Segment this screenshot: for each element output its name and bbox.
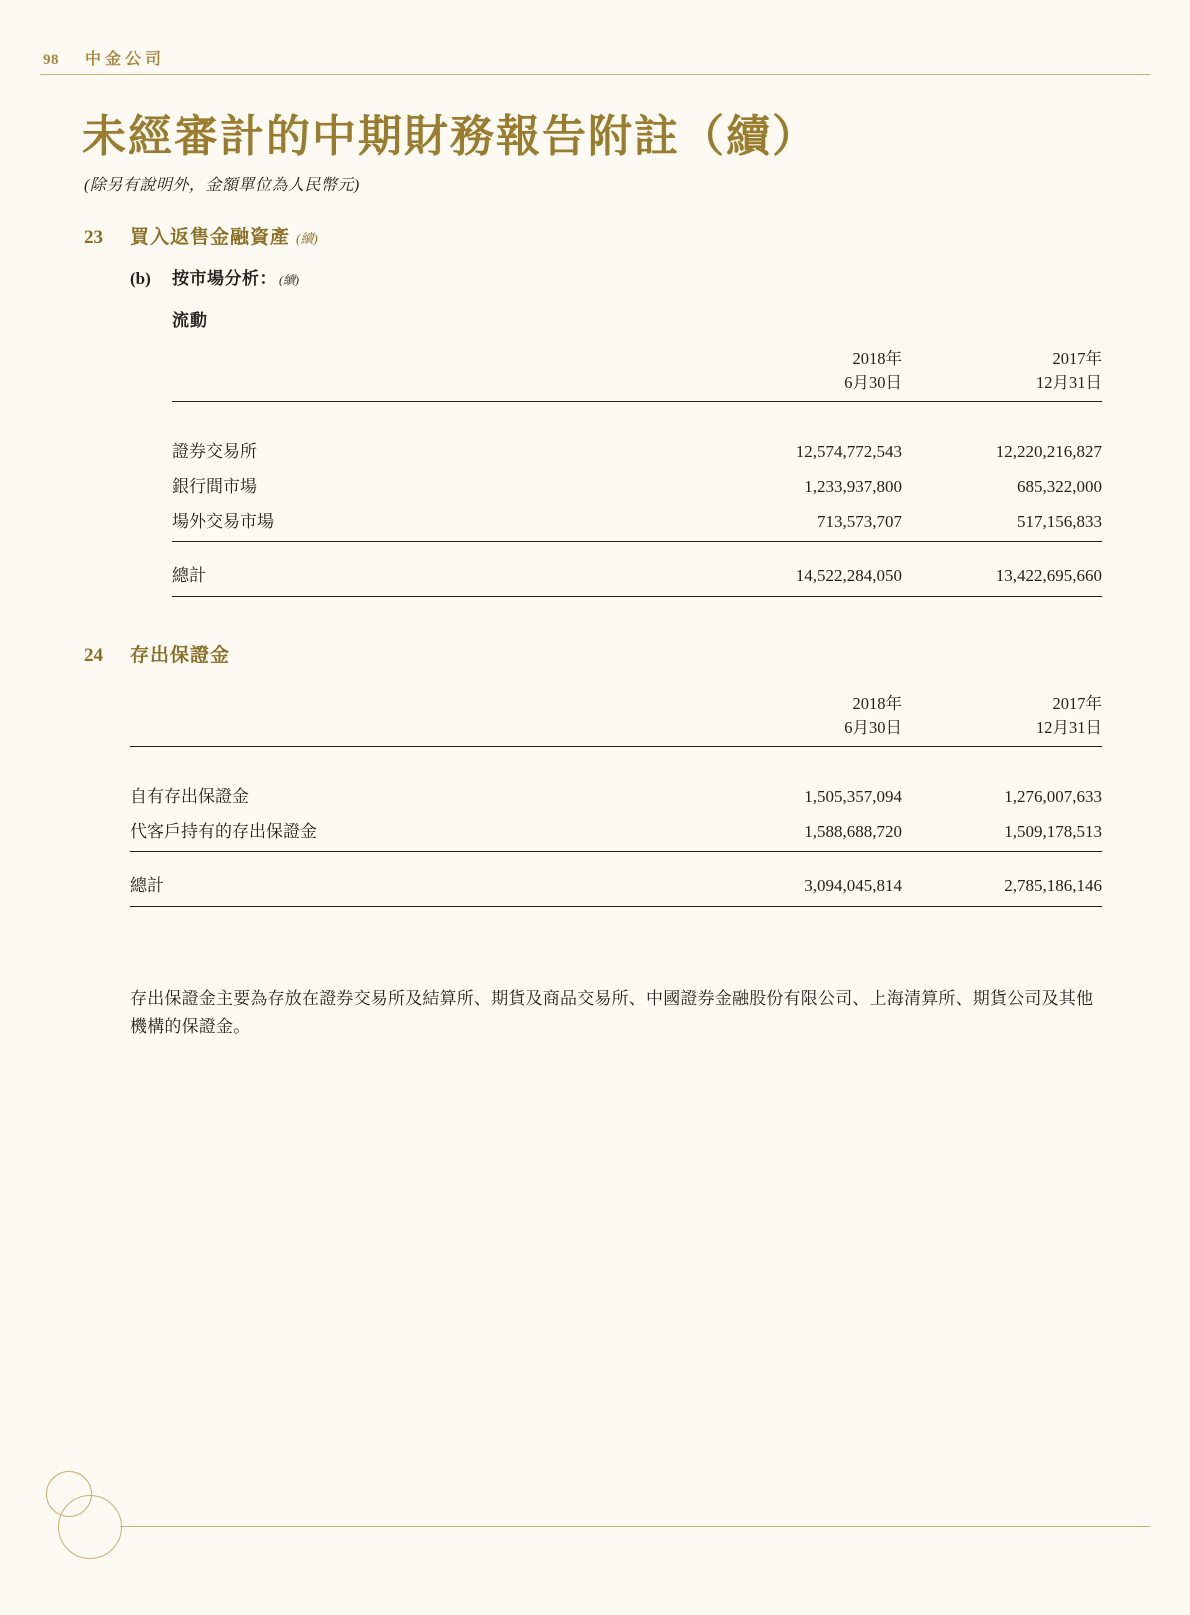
note-24-heading [84,640,230,667]
note-24-total-value-2018: 3,094,045,814 [652,866,902,907]
note-23-total-value-2017: 13,422,695,660 [902,556,1102,597]
note-23-sub-continued: (續) [279,273,299,287]
note-24-col-2018-date: 6月30日 [652,714,902,747]
note-23-total-row [172,556,1102,597]
table-header-empty-2 [130,714,652,747]
note-23-table [172,345,1102,597]
note-24-total-value-2017: 2,785,186,146 [902,866,1102,907]
note-24-col-2017-date: 12月31日 [902,714,1102,747]
decorative-circle-large [58,1495,122,1559]
note-24-row-1-label: 代客戶持有的存出保證金 [130,812,652,852]
note-23-row-1-value-2018: 1,233,937,800 [804,477,902,496]
note-24-paragraph: 存出保證金主要為存放在證券交易所及結算所、期貨及商品交易所、中國證券金融股份有限公司、上海清算所、期貨公司及其他機構的保證金。 [130,989,1094,1037]
header-company-name: 中金公司 [85,51,166,68]
note-23-number: 23 [84,227,103,248]
table-row [172,432,1102,467]
note-23-row-2-value-2018: 713,573,707 [652,502,902,542]
note-23-col-2018-year: 2018年 [852,349,902,368]
table-header-row-line2 [130,714,1102,747]
header-divider [40,74,1150,75]
note-23-continued: (續) [296,231,318,246]
note-23-total-value-2018: 14,522,284,050 [652,556,902,597]
note-23-title: 買入返售金融資產 [130,227,291,248]
table-spacer [172,402,1102,433]
note-23-sub-title: 按市場分析： [172,269,277,288]
note-24-row-0-label: 自有存出保證金 [130,787,249,806]
table-header-empty [130,690,652,714]
table-header-row-line2 [172,369,1102,402]
table-header-empty-2 [172,369,652,402]
note-23-sub-label: (b) [130,269,151,288]
table-spacer [130,747,1102,778]
page-subtitle: (除另有說明外，金額單位為人民幣元) [84,177,360,194]
note-23-col-2017-date: 12月31日 [902,369,1102,402]
note-23-row-2-label: 場外交易市場 [172,502,652,542]
table-header-row-line1 [130,690,1102,714]
note-24-row-0-value-2017: 1,276,007,633 [1004,787,1102,806]
note-23-row-2-value-2017: 517,156,833 [902,502,1102,542]
note-23-total-label: 總計 [172,556,652,597]
note-24-title: 存出保證金 [130,645,231,666]
footer-decoration [34,1465,144,1575]
note-23-col-2017-year: 2017年 [1052,349,1102,368]
table-row [172,467,1102,502]
note-24-number: 24 [84,645,103,666]
note-23-row-1-label: 銀行間市場 [172,477,257,496]
note-23-heading [84,222,318,249]
page-header [40,46,1150,76]
note-24-table [130,690,1102,907]
table-header-empty [172,345,652,369]
note-23-row-0-value-2017: 12,220,216,827 [995,442,1102,461]
page-header-inner [40,46,1150,69]
note-24-col-2018-year: 2018年 [852,694,902,713]
table-row [172,502,1102,542]
note-23-row-1-value-2017: 685,322,000 [1017,477,1102,496]
note-23-row-0-label: 證券交易所 [172,442,257,461]
table-spacer [130,852,1102,867]
footer-divider [120,1526,1150,1527]
note-23-sub-heading [130,264,299,289]
note-24-row-1-value-2017: 1,509,178,513 [902,812,1102,852]
note-24-col-2017-year: 2017年 [1052,694,1102,713]
page-number: 98 [43,52,59,68]
note-23-col-2018-date: 6月30日 [652,369,902,402]
note-23-row-0-value-2018: 12,574,772,543 [795,442,902,461]
note-24-total-row [130,866,1102,907]
note-24-row-1-value-2018: 1,588,688,720 [652,812,902,852]
table-spacer [172,542,1102,557]
note-24-row-0-value-2018: 1,505,357,094 [804,787,902,806]
table-row [130,812,1102,852]
table-row [130,777,1102,812]
note-24-total-label: 總計 [130,866,652,907]
table-header-row-line1 [172,345,1102,369]
page-title: 未經審計的中期財務報告附註（續） [82,112,818,161]
note-23-sub-sub-title: 流動 [172,311,208,330]
